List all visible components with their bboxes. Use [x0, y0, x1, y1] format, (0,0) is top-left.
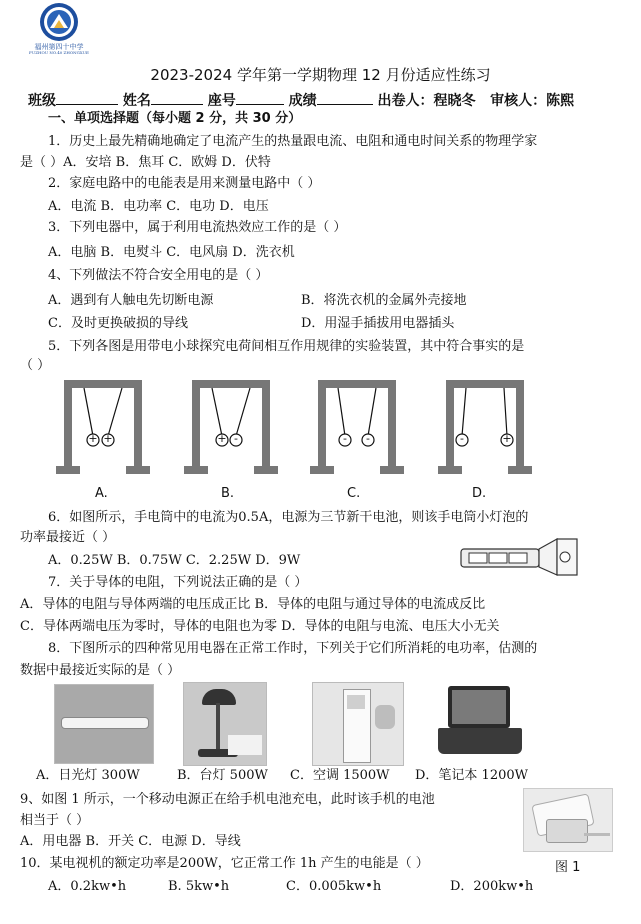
q6-options: A．0.25W B．0.75W C．2.25W D．9W [48, 553, 301, 568]
flashlight-figure [457, 537, 582, 577]
q4-option-a: A．遇到有人触电先切断电源 [48, 293, 214, 308]
q1-options: 是（ ）A．安培 B．焦耳 C．欧姆 D．伏特 [20, 155, 271, 170]
seat-label: 座号 [207, 93, 236, 109]
q9-options: A．用电器 B．开关 C．电源 D．导线 [20, 834, 241, 849]
author-label: 出卷人：程晓冬 [377, 93, 476, 109]
q7-options-cd: C．导体两端电压为零时，导体的电阻也为零 D．导体的电阻与电流、电压大小无关 [20, 619, 500, 634]
q5-stem: 5．下列各图是用带电小球探究电荷间相互作用规律的实验装置，其中符合事实的是 [48, 339, 525, 354]
q4-option-b: B．将洗衣机的金属外壳接地 [301, 293, 467, 308]
school-logo-emblem [33, 2, 85, 42]
q5-label-d: D. [472, 486, 487, 501]
score-label: 成绩 [288, 93, 317, 109]
q5-charge-c-right: - [366, 432, 370, 445]
page-title: 2023-2024 学年第一学期物理 12 月份适应性练习 [150, 66, 491, 84]
q1-stem: 1．历史上最先精确地确定了电流产生的热量跟电流、电阻和通电时间关系的物理学家 [48, 134, 538, 149]
q10-option-b: B. 5kw•h [168, 879, 230, 894]
q4-option-c: C．及时更换破损的导线 [48, 316, 188, 331]
q5-pendulum-diagram [0, 378, 600, 478]
logo-caption-en: FUZHOU NO.40 ZHONGXUE [29, 50, 89, 55]
q8-stem: 8．下图所示的四种常见用电器在正常工作时，下列关于它们所消耗的电功率，估测的 [48, 641, 538, 656]
q5-label-c: C. [347, 486, 361, 501]
school-logo [29, 2, 89, 55]
section-heading: 一、单项选择题（每小题 2 分，共 30 分） [48, 111, 302, 126]
q7-stem: 7．关于导体的电阻，下列说法正确的是（ ） [48, 575, 308, 590]
q4-stem: 4、下列做法不符合安全用电的是（ ） [48, 268, 269, 283]
q3-stem: 3．下列电器中，属于利用电流热效应工作的是（ ） [48, 220, 347, 235]
score-blank [317, 91, 373, 105]
q5-charge-d-right: + [502, 432, 512, 445]
name-blank [151, 91, 203, 105]
q9-stem: 9、如图 1 所示，一个移动电源正在给手机电池充电，此时该手机的电池 [20, 792, 435, 807]
q10-option-d: D．200kw•h [450, 879, 534, 894]
q3-options: A．电脑 B．电熨斗 C．电风扇 D．洗衣机 [48, 245, 295, 260]
figure-1-caption: 图 1 [555, 860, 581, 875]
student-info-line [28, 90, 574, 110]
q10-stem: 10．某电视机的额定功率是200W，它正常工作 1h 产生的电能是（ ） [20, 856, 429, 871]
power-bank-photo [523, 788, 613, 852]
q5-blank: （ ） [20, 358, 51, 373]
q5-frame-d [438, 380, 532, 474]
logo-caption: 福州第四十中学 [34, 43, 84, 51]
q8-stem-cont: 数据中最接近实际的是（ ） [20, 663, 181, 678]
q2-stem: 2．家庭电路中的电能表是用来测量电路中（ ） [48, 176, 321, 191]
q5-charge-b-left: + [217, 432, 227, 445]
q4-option-d: D．用湿手插拔用电器插头 [301, 316, 455, 331]
q5-charge-c-left: - [343, 432, 347, 445]
q9-stem-cont: 相当于（ ） [20, 813, 90, 828]
class-label: 班级 [28, 93, 56, 109]
q5-frame-b [184, 380, 278, 474]
q6-stem-cont: 功率最接近（ ） [20, 530, 116, 545]
class-blank [56, 91, 118, 105]
q2-options: A．电流 B．电功率 C．电功 D．电压 [48, 199, 269, 214]
q5-frame-c [310, 380, 404, 474]
q5-charge-d-left: - [460, 432, 464, 445]
q5-label-a: A. [95, 486, 108, 501]
q6-stem: 6．如图所示，手电筒中的电流为0.5A，电源为三节新干电池，则该手电筒小灯泡的 [48, 510, 529, 525]
q5-frame-a [56, 380, 150, 474]
q5-charge-a-right: + [103, 432, 113, 445]
q8-option-d: D．笔记本 1200W [415, 768, 529, 783]
q10-option-c: C．0.005kw•h [286, 879, 382, 894]
seat-blank [236, 91, 284, 105]
q5-label-b: B. [221, 486, 235, 501]
q10-option-a: A．0.2kw•h [48, 879, 127, 894]
q5-charge-a-left: + [88, 432, 98, 445]
q8-option-b: B．台灯 500W [177, 768, 268, 783]
air-conditioner-photo [312, 682, 404, 766]
reviewer-label: 审核人：陈熙 [490, 93, 575, 109]
q8-option-a: A．日光灯 300W [36, 768, 140, 783]
q8-option-c: C．空调 1500W [290, 768, 390, 783]
name-label: 姓名 [122, 93, 151, 109]
q7-options-ab: A．导体的电阻与导体两端的电压成正比 B．导体的电阻与通过导体的电流成反比 [20, 597, 486, 612]
desk-lamp-photo [183, 682, 267, 766]
laptop-photo [436, 684, 524, 762]
q5-charge-b-right: - [234, 432, 238, 445]
fluorescent-lamp-photo [54, 684, 154, 764]
